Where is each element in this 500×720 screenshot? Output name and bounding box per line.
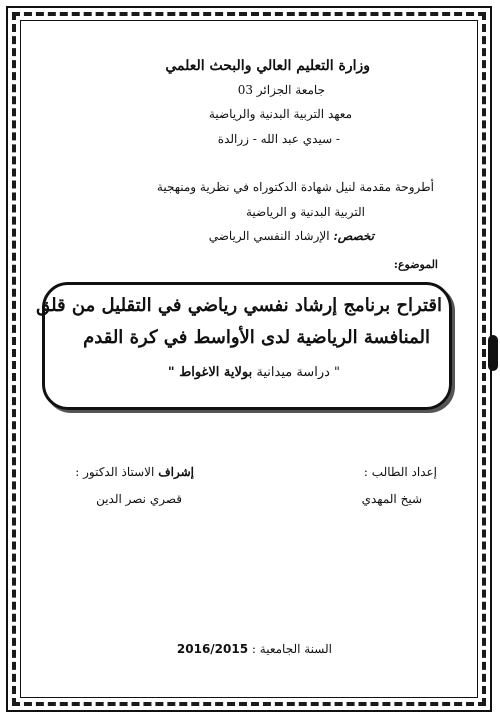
thesis-study-note: [168, 365, 340, 380]
academic-year-value: 2016/2015: [176, 642, 249, 656]
edge-ornament: [488, 335, 498, 371]
study-prefix: " دراسة ميدانية: [256, 365, 340, 380]
thesis-description-line2: التربية البدنية و الرياضية: [245, 205, 365, 219]
specialization-value: الإرشاد النفسي الرياضي: [208, 229, 330, 243]
thesis-title-line1: اقتراح برنامج إرشاد نفسي رياضي في التقليل من قلق: [36, 295, 442, 316]
institute-address: - سيدي عبد الله - زرالدة: [217, 132, 340, 146]
study-place: بولاية الاغواط ": [167, 365, 253, 380]
specialization-label: تخصص:: [333, 229, 374, 243]
ministry-name: وزارة التعليم العالي والبحث العلمي: [165, 58, 370, 74]
university-name: جامعة الجزائر 03: [237, 83, 325, 97]
supervisor-label: [75, 465, 194, 479]
student-name: شيخ المهدي: [361, 492, 422, 506]
academic-year: [177, 642, 332, 656]
supervisor-label-rest: الاستاذ الدكتور :: [75, 465, 155, 479]
supervisor-label-bold: إشراف: [158, 465, 194, 479]
student-label: إعداد الطالب :: [363, 465, 437, 479]
academic-year-label: السنة الجامعية :: [251, 642, 332, 656]
thesis-title-line2: المنافسة الرياضية لدى الأواسط في كرة القدم: [83, 327, 430, 348]
thesis-description-line1: أطروحة مقدمة لنيل شهادة الدكتوراه في نظرية ومنهجية: [156, 180, 434, 194]
institute-name: معهد التربية البدنية والرياضية: [208, 107, 352, 121]
specialization: [209, 229, 374, 243]
subject-label: الموضوع:: [393, 258, 438, 271]
supervisor-name: قصري نصر الدين: [96, 492, 182, 506]
